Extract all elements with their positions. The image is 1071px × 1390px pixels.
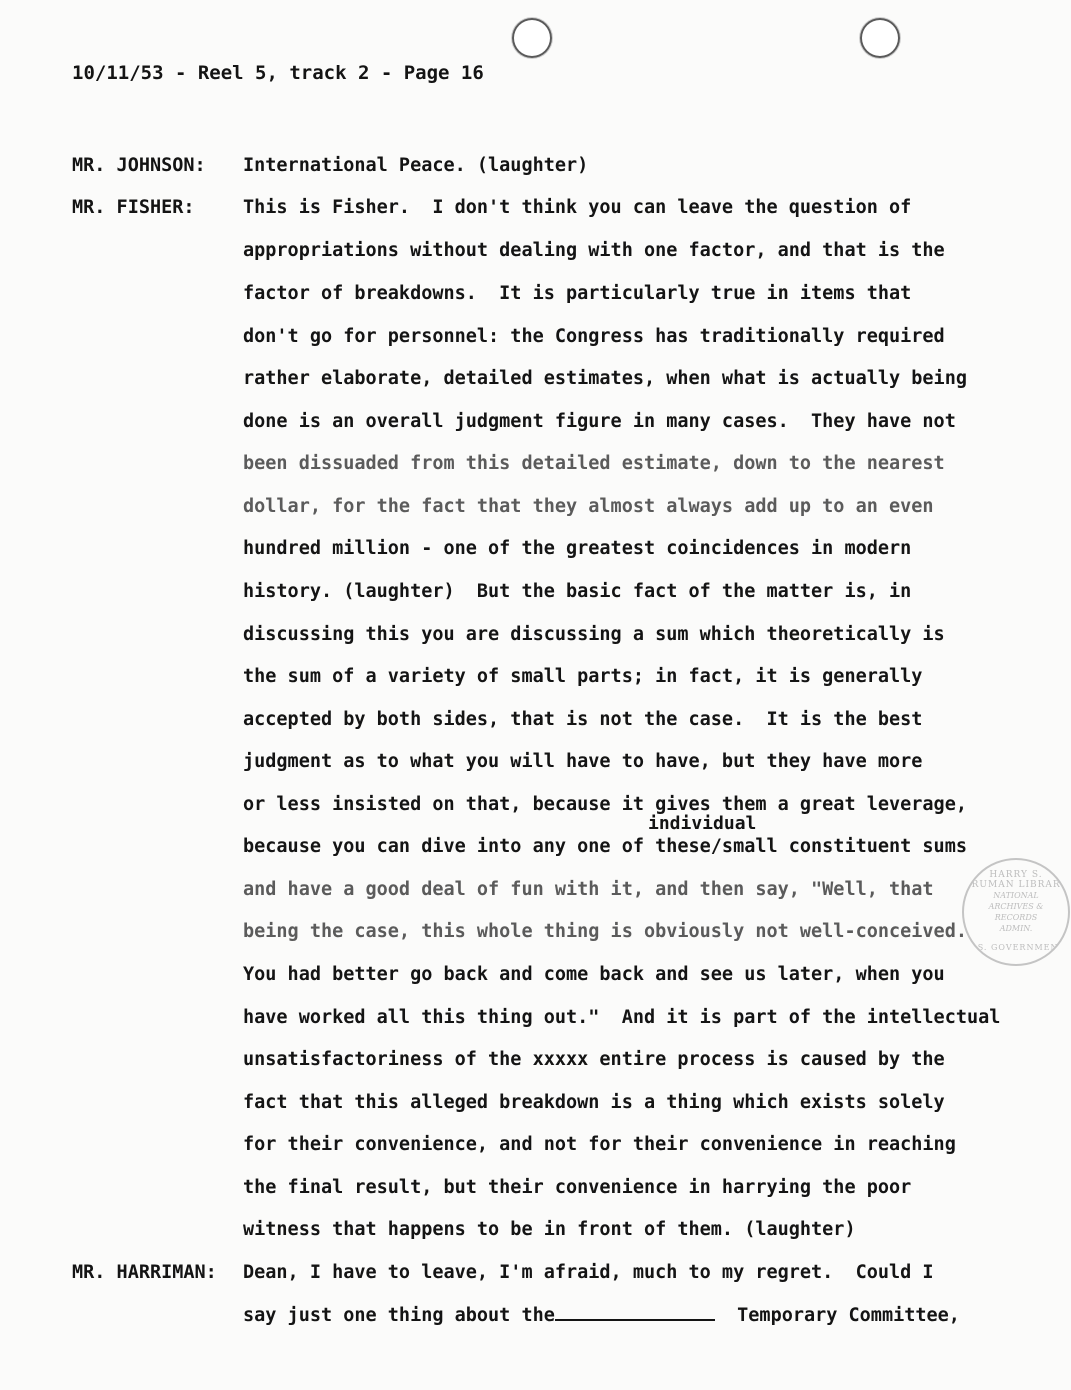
transcript-line: don't go for personnel: the Congress has traditionally required: [243, 326, 945, 347]
punch-hole: [860, 18, 900, 58]
blank-underline: [555, 1318, 715, 1321]
transcript-line: because you can dive into any one of these/small constituent sums: [243, 836, 967, 857]
transcript-line: discussing this you are discussing a sum which theoretically is: [243, 624, 945, 645]
transcript-line: been dissuaded from this detailed estimate, down to the nearest: [243, 453, 945, 474]
transcript-line: appropriations without dealing with one factor, and that is the: [243, 240, 945, 261]
archive-stamp: [962, 858, 1070, 966]
transcript-line: hundred million - one of the greatest coincidences in modern: [243, 538, 912, 559]
transcript-line: This is Fisher. I don't think you can leave the question of: [243, 197, 912, 218]
stamp-middle-text: NATIONAL ARCHIVES & RECORDS ADMIN.: [988, 891, 1044, 933]
transcript-line: Dean, I have to leave, I'm afraid, much to my regret. Could I: [243, 1262, 934, 1283]
transcript-line: the sum of a variety of small parts; in fact, it is generally: [243, 666, 923, 687]
speaker-label: MR. HARRIMAN:: [72, 1262, 217, 1283]
transcript-line: judgment as to what you will have to have, but they have more: [243, 751, 923, 772]
stamp-bottom-text: U.S. GOVERNMENT: [967, 943, 1065, 952]
transcript-line-with-blank: [243, 1305, 960, 1326]
transcript-line: history. (laughter) But the basic fact of the matter is, in: [243, 581, 912, 602]
page-header: 10/11/53 - Reel 5, track 2 - Page 16: [72, 62, 484, 84]
transcript-line: have worked all this thing out." And it is part of the intellectual: [243, 1007, 1001, 1028]
handwritten-insertion: individual: [648, 813, 757, 834]
speaker-label: MR. FISHER:: [72, 197, 195, 218]
transcript-line: unsatisfactoriness of the xxxxx entire process is caused by the: [243, 1049, 945, 1070]
transcript-text: say just one thing about the: [243, 1305, 555, 1326]
transcript-line: and have a good deal of fun with it, and then say, "Well, that: [243, 879, 934, 900]
speaker-label: MR. JOHNSON:: [72, 155, 206, 176]
transcript-line: witness that happens to be in front of them. (laughter): [243, 1219, 856, 1240]
transcript-line: the final result, but their convenience in harrying the poor: [243, 1177, 912, 1198]
transcript-line: fact that this alleged breakdown is a thing which exists solely: [243, 1092, 945, 1113]
transcript-line: factor of breakdowns. It is particularly true in items that: [243, 283, 912, 304]
stamp-top-text: HARRY S. TRUMAN LIBRARY: [964, 870, 1068, 890]
transcript-line: or less insisted on that, because it gives them a great leverage,: [243, 794, 967, 815]
transcript-line: being the case, this whole thing is obviously not well-conceived.: [243, 921, 967, 942]
transcript-line: accepted by both sides, that is not the case. It is the best: [243, 709, 923, 730]
transcript-line: dollar, for the fact that they almost always add up to an even: [243, 496, 934, 517]
punch-hole: [512, 18, 552, 58]
transcript-text: Temporary Committee,: [737, 1305, 960, 1326]
transcript-line: for their convenience, and not for their convenience in reaching: [243, 1134, 956, 1155]
transcript-line: International Peace. (laughter): [243, 155, 589, 176]
transcript-line: done is an overall judgment figure in many cases. They have not: [243, 411, 956, 432]
transcript-line: rather elaborate, detailed estimates, when what is actually being: [243, 368, 967, 389]
transcript-line: You had better go back and come back and see us later, when you: [243, 964, 945, 985]
